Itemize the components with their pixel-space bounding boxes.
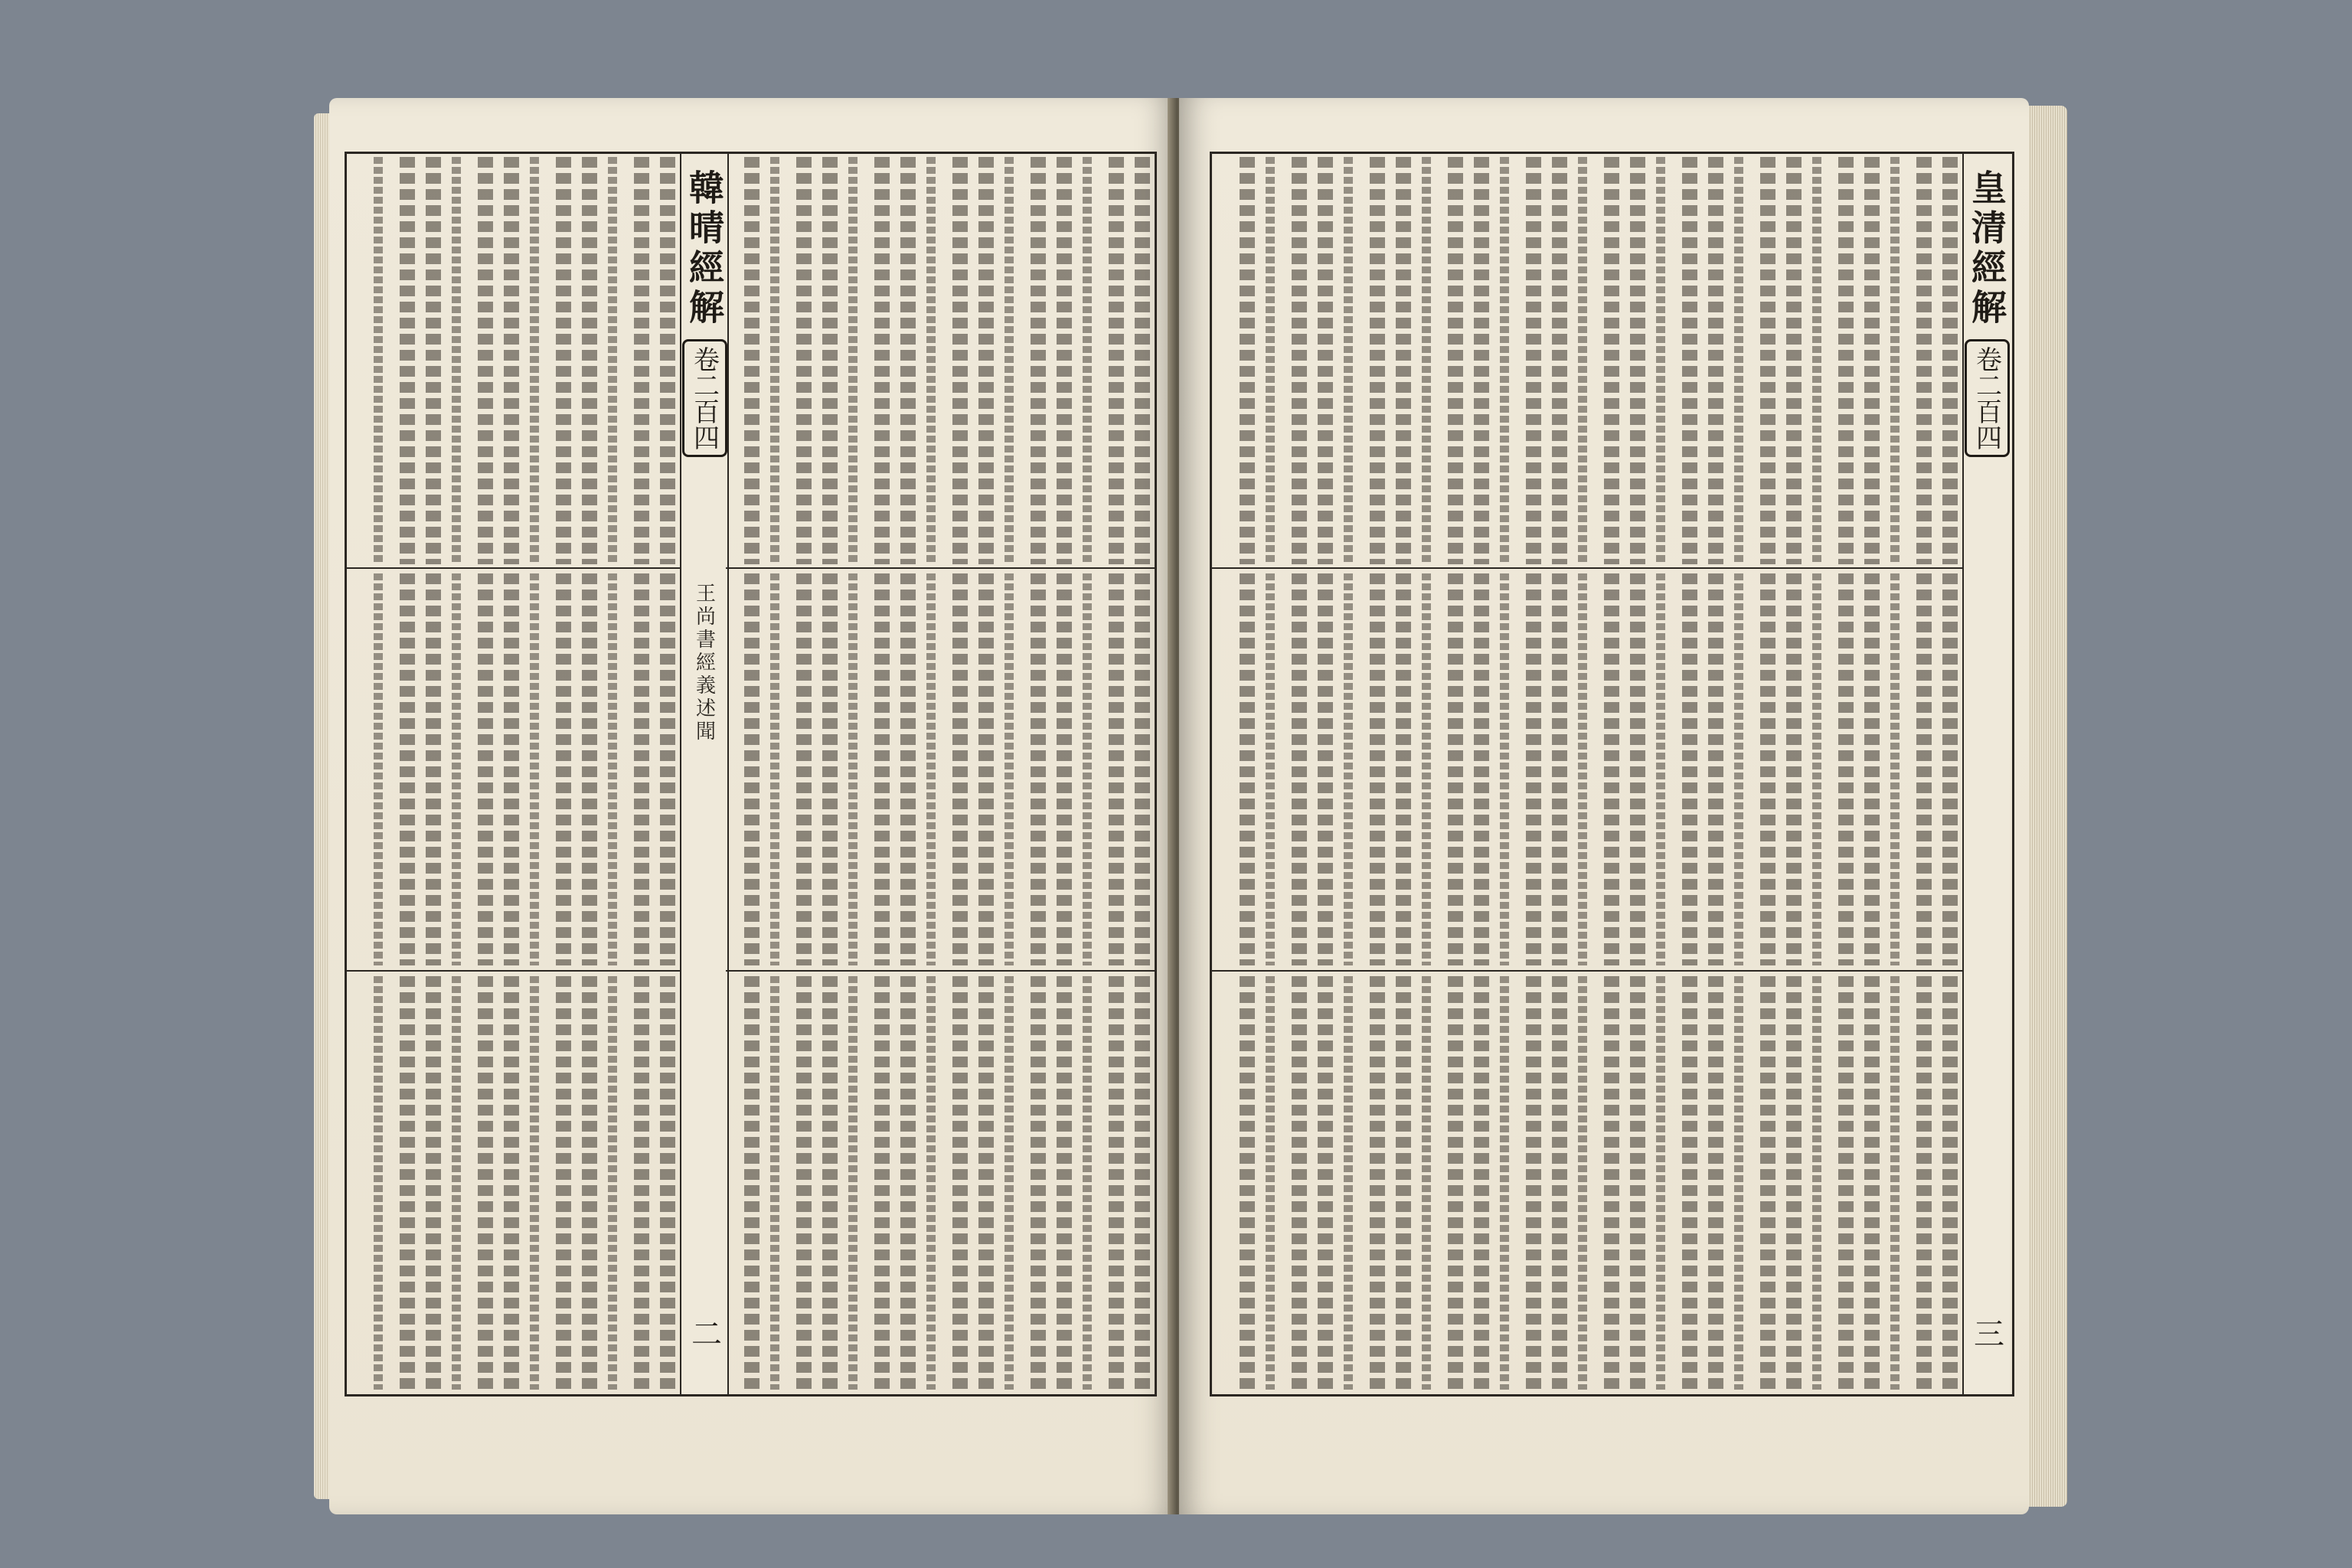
left-author-line: 王尚書經義述聞: [692, 583, 716, 743]
left-folio: 二: [686, 1318, 722, 1348]
text-column: [770, 573, 779, 965]
text-column: [530, 573, 539, 965]
text-column: [1864, 573, 1880, 965]
right-lower-text: [1212, 973, 1962, 1393]
text-column: [634, 573, 649, 965]
text-column: [1448, 976, 1463, 1390]
left-divider-2: [347, 970, 680, 972]
text-column: [1318, 573, 1333, 965]
text-column: [374, 976, 383, 1390]
text-column: [1708, 976, 1723, 1390]
text-column: [426, 157, 441, 564]
text-column: [1734, 157, 1743, 564]
text-column: [1474, 573, 1489, 965]
text-column: [1812, 157, 1821, 564]
text-column: [1760, 573, 1775, 965]
text-column: [1916, 573, 1932, 965]
text-column: [1578, 976, 1587, 1390]
text-column: [926, 157, 936, 564]
text-column: [504, 573, 519, 965]
text-column: [1370, 157, 1385, 564]
right-banner-title: 皇清經解: [1966, 169, 2007, 328]
left-volume-label: 卷二百四: [682, 339, 727, 457]
left-lower-text-left: [726, 973, 1155, 1393]
text-column: [1604, 976, 1619, 1390]
text-column: [608, 157, 617, 564]
text-column: [504, 976, 519, 1390]
text-column: [1031, 157, 1046, 564]
text-column: [1344, 573, 1353, 965]
text-column: [400, 157, 415, 564]
text-column: [1526, 573, 1541, 965]
text-column: [1916, 976, 1932, 1390]
text-column: [900, 157, 916, 564]
text-column: [582, 976, 597, 1390]
open-book: [329, 90, 2044, 1526]
left-banner-title: 韓晴經解: [684, 169, 725, 328]
text-column: [770, 157, 779, 564]
text-column: [1370, 976, 1385, 1390]
text-column: [874, 157, 890, 564]
text-column: [1448, 573, 1463, 965]
text-column: [1708, 573, 1723, 965]
text-column: [952, 976, 968, 1390]
text-column: [1396, 157, 1411, 564]
right-page: [1179, 98, 2029, 1514]
text-column: [400, 573, 415, 965]
text-column: [1292, 157, 1307, 564]
text-column: [744, 976, 760, 1390]
text-column: [1786, 573, 1802, 965]
text-column: [770, 976, 779, 1390]
left-page: [329, 98, 1175, 1514]
left-center-banner: [680, 154, 729, 1394]
text-column: [848, 976, 858, 1390]
right-divider-1: [1212, 567, 1962, 569]
text-column: [530, 157, 539, 564]
text-column: [848, 573, 858, 965]
text-column: [504, 157, 519, 564]
text-column: [1422, 573, 1431, 965]
text-column: [1004, 976, 1014, 1390]
left-text-frame: [345, 152, 1157, 1396]
text-column: [1474, 976, 1489, 1390]
text-column: [1552, 573, 1567, 965]
text-column: [1240, 157, 1255, 564]
text-column: [1266, 157, 1275, 564]
left-middle-text-right: [347, 570, 680, 969]
text-column: [1240, 573, 1255, 965]
text-column: [1109, 573, 1124, 965]
right-side-banner: [1962, 154, 2010, 1394]
text-column: [1656, 157, 1665, 564]
text-column: [1135, 573, 1150, 965]
text-column: [874, 573, 890, 965]
text-column: [1500, 157, 1509, 564]
text-column: [1682, 976, 1697, 1390]
text-column: [1526, 976, 1541, 1390]
text-column: [1604, 573, 1619, 965]
text-column: [1942, 573, 1958, 965]
text-column: [1656, 976, 1665, 1390]
text-column: [1448, 157, 1463, 564]
text-column: [1630, 157, 1645, 564]
text-column: [634, 157, 649, 564]
text-column: [660, 157, 675, 564]
text-column: [400, 976, 415, 1390]
right-volume-label: 卷二百四: [1965, 339, 2010, 457]
text-column: [1474, 157, 1489, 564]
text-column: [582, 573, 597, 965]
text-column: [1031, 976, 1046, 1390]
text-column: [978, 573, 994, 965]
text-column: [1812, 573, 1821, 965]
text-column: [1057, 573, 1072, 965]
text-column: [796, 573, 812, 965]
text-column: [744, 157, 760, 564]
text-column: [478, 976, 493, 1390]
text-column: [1890, 976, 1900, 1390]
text-column: [530, 976, 539, 1390]
text-column: [744, 573, 760, 965]
text-column: [1031, 573, 1046, 965]
text-column: [1344, 157, 1353, 564]
text-column: [1135, 976, 1150, 1390]
text-column: [952, 573, 968, 965]
left-divider-2b: [726, 970, 1155, 972]
text-column: [1838, 976, 1854, 1390]
text-column: [1942, 157, 1958, 564]
text-column: [1578, 157, 1587, 564]
text-column: [1318, 976, 1333, 1390]
text-column: [374, 573, 383, 965]
text-column: [452, 573, 461, 965]
text-column: [1422, 157, 1431, 564]
text-column: [1838, 157, 1854, 564]
left-lower-text-right: [347, 973, 680, 1393]
text-column: [822, 573, 838, 965]
text-column: [1682, 157, 1697, 564]
text-column: [608, 976, 617, 1390]
text-column: [848, 157, 858, 564]
text-column: [1578, 573, 1587, 965]
text-column: [556, 573, 571, 965]
text-column: [1630, 573, 1645, 965]
text-column: [1318, 157, 1333, 564]
text-column: [556, 976, 571, 1390]
text-column: [478, 157, 493, 564]
text-column: [1942, 976, 1958, 1390]
text-column: [556, 157, 571, 564]
text-column: [1864, 157, 1880, 564]
text-column: [1135, 157, 1150, 564]
text-column: [1708, 157, 1723, 564]
text-column: [1890, 573, 1900, 965]
text-column: [1760, 976, 1775, 1390]
text-column: [1734, 976, 1743, 1390]
left-upper-text-left: [726, 154, 1155, 567]
text-column: [1812, 976, 1821, 1390]
text-column: [900, 573, 916, 965]
text-column: [1396, 976, 1411, 1390]
text-column: [952, 157, 968, 564]
text-column: [796, 157, 812, 564]
text-column: [1786, 157, 1802, 564]
text-column: [426, 976, 441, 1390]
left-upper-text-right: [347, 154, 680, 567]
right-upper-text: [1212, 154, 1962, 567]
right-text-frame: [1210, 152, 2014, 1396]
text-column: [374, 157, 383, 564]
text-column: [1734, 573, 1743, 965]
text-column: [1292, 573, 1307, 965]
text-column: [1057, 157, 1072, 564]
text-column: [926, 573, 936, 965]
text-column: [1890, 157, 1900, 564]
text-column: [1240, 976, 1255, 1390]
text-column: [900, 976, 916, 1390]
text-column: [1552, 157, 1567, 564]
text-column: [1004, 573, 1014, 965]
right-divider-2: [1212, 970, 1962, 972]
text-column: [1604, 157, 1619, 564]
text-column: [1422, 976, 1431, 1390]
text-column: [926, 976, 936, 1390]
left-middle-text-left: [726, 570, 1155, 969]
right-folio: 三: [1968, 1318, 2004, 1348]
right-middle-text: [1212, 570, 1962, 969]
text-column: [1760, 157, 1775, 564]
text-column: [1396, 573, 1411, 965]
text-column: [1344, 976, 1353, 1390]
text-column: [1552, 976, 1567, 1390]
left-divider-1: [347, 567, 680, 569]
text-column: [1682, 573, 1697, 965]
text-column: [660, 976, 675, 1390]
text-column: [478, 573, 493, 965]
text-column: [1500, 573, 1509, 965]
left-divider-1b: [726, 567, 1155, 569]
text-column: [634, 976, 649, 1390]
text-column: [1109, 976, 1124, 1390]
text-column: [1786, 976, 1802, 1390]
text-column: [1083, 573, 1092, 965]
text-column: [660, 573, 675, 965]
text-column: [1656, 573, 1665, 965]
text-column: [822, 157, 838, 564]
text-column: [1630, 976, 1645, 1390]
text-column: [1526, 157, 1541, 564]
text-column: [1838, 573, 1854, 965]
text-column: [874, 976, 890, 1390]
text-column: [1083, 976, 1092, 1390]
text-column: [582, 157, 597, 564]
text-column: [978, 976, 994, 1390]
text-column: [452, 976, 461, 1390]
text-column: [1004, 157, 1014, 564]
text-column: [822, 976, 838, 1390]
text-column: [1370, 573, 1385, 965]
text-column: [1500, 976, 1509, 1390]
text-column: [1916, 157, 1932, 564]
text-column: [978, 157, 994, 564]
text-column: [1083, 157, 1092, 564]
text-column: [608, 573, 617, 965]
text-column: [426, 573, 441, 965]
text-column: [1266, 976, 1275, 1390]
text-column: [1109, 157, 1124, 564]
text-column: [1057, 976, 1072, 1390]
text-column: [452, 157, 461, 564]
text-column: [1266, 573, 1275, 965]
text-column: [1864, 976, 1880, 1390]
text-column: [1292, 976, 1307, 1390]
text-column: [796, 976, 812, 1390]
